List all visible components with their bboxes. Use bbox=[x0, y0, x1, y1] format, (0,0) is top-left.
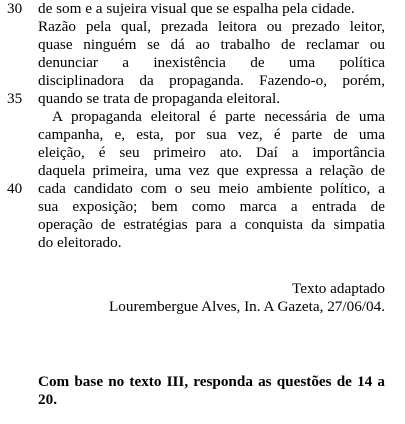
text-line: A propaganda eleitoral é parte necessária de uma bbox=[52, 108, 385, 125]
source-adapted-label: Texto adaptado bbox=[292, 280, 385, 297]
line-number-30: 30 bbox=[7, 0, 23, 17]
text-line: daquela primeira, uma vez que expressa a relação de bbox=[38, 162, 385, 179]
instruction-line: Com base no texto III, responda as questões de 14 a bbox=[38, 373, 385, 390]
line-number-35: 35 bbox=[7, 90, 23, 107]
text-line: cada candidato com o seu meio ambiente político, a bbox=[38, 180, 385, 197]
text-line: quase ninguém se dá ao trabalho de reclamar ou bbox=[38, 36, 385, 53]
instruction-line: 20. bbox=[38, 391, 57, 408]
text-line: operação de estratégias para a conquista da simpatia bbox=[38, 216, 385, 233]
text-line: sua exposição; bem como marca a entrada de bbox=[38, 198, 385, 215]
text-line: Razão pela qual, prezada leitora ou prezado leitor, bbox=[38, 18, 385, 35]
text-line: eleição, é seu primeiro ato. Daí a importância bbox=[38, 144, 385, 161]
text-line: quando se trata de propaganda eleitoral. bbox=[38, 90, 281, 107]
text-line: de som e a sujeira visual que se espalha pela cidade. bbox=[38, 0, 355, 17]
text-line: disciplinadora da propaganda. Fazendo-o, porém, bbox=[38, 72, 385, 89]
text-line: denunciar a inexistência de uma política bbox=[38, 54, 385, 71]
source-citation: Lourembergue Alves, In. A Gazeta, 27/06/04. bbox=[109, 298, 385, 315]
text-line: do eleitorado. bbox=[38, 234, 122, 251]
line-number-40: 40 bbox=[7, 180, 23, 197]
text-line: campanha, e, esta, por sua vez, é parte de uma bbox=[38, 126, 385, 143]
